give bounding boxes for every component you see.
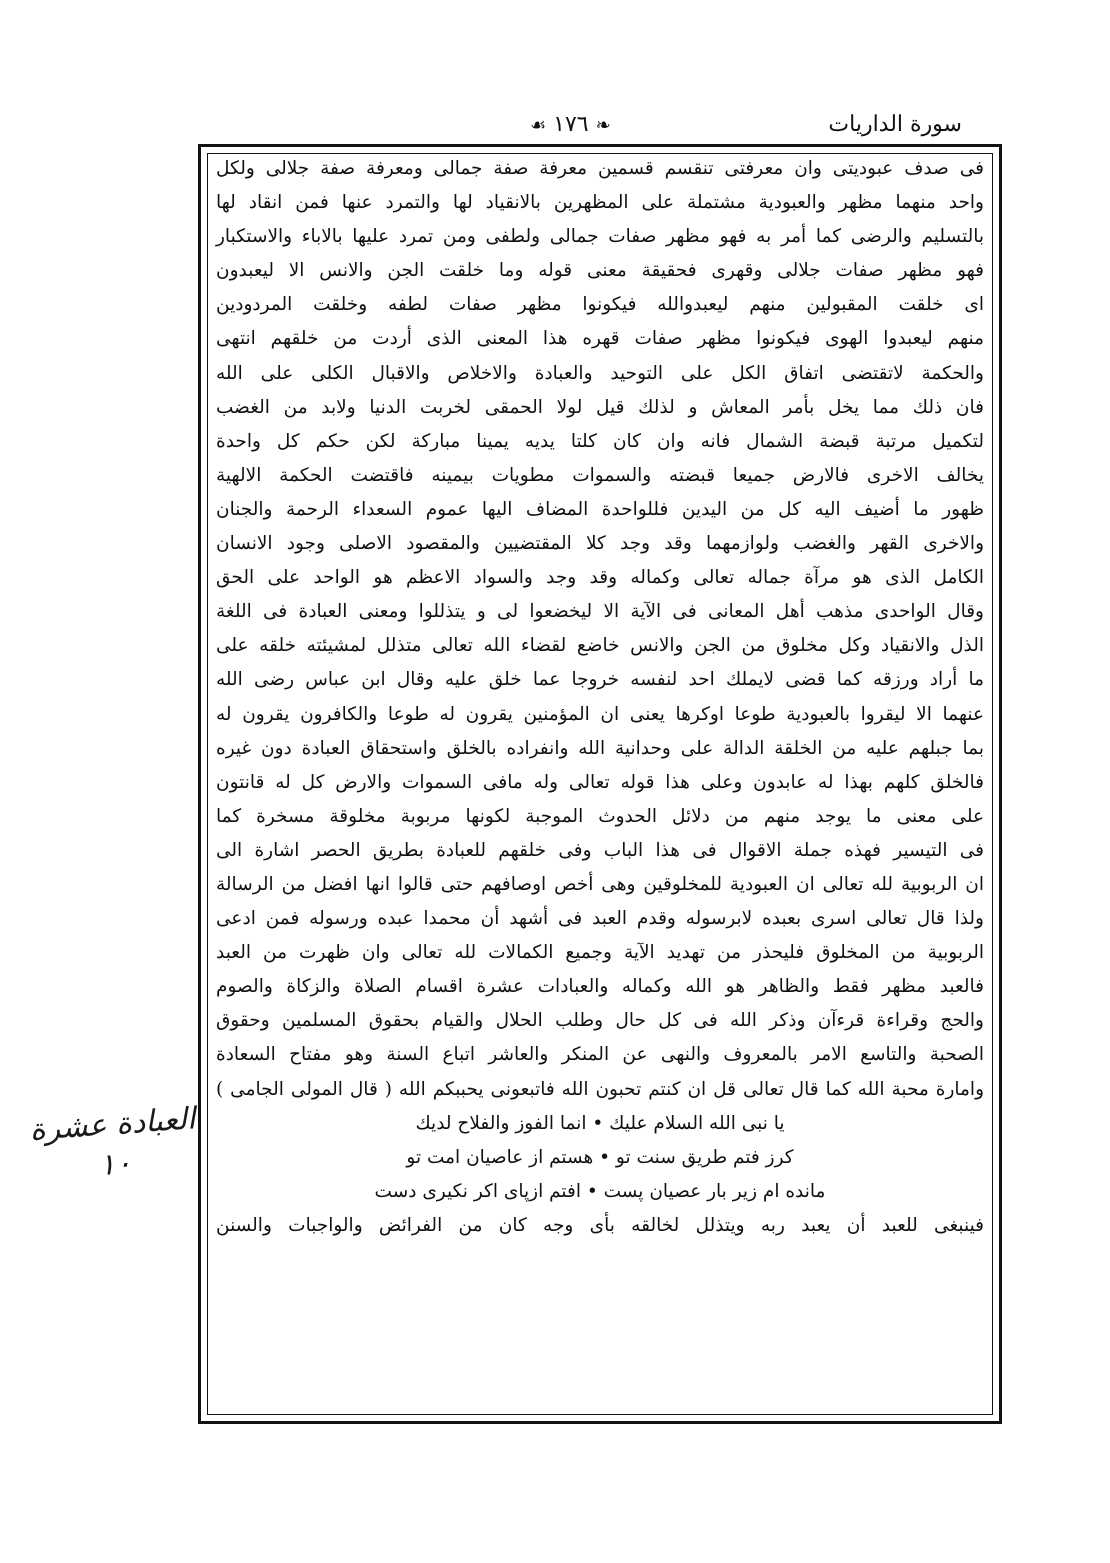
text-line: وامارة محبة الله كما قال تعالى قل ان كنتم تحبون الله فاتبعونى يحببكم الله ( قال المولى الجامى )	[216, 1078, 984, 1100]
text-line: والاخرى القهر والغضب ولوازمهما وقد وجد كلا المقتضيين والمقصود الاصلى وجود الانسان	[216, 533, 984, 555]
text-line: بما جبلهم عليه من الخلقة الدالة على وحدانية الله وانفراده بالخلق واستحقاق العبادة دون غيره	[216, 737, 984, 759]
text-line: لتكميل مرتبة قبضة الشمال فانه وان كان كلتا يديه يمينا مباركة لكن حكم كل واحدة	[216, 430, 984, 452]
text-line: ما أراد ورزقه كما قضى لايملك احد لنفسه خروجا عما خلق عليه وقال ابن عباس رضى الله	[216, 669, 984, 691]
text-line: والحكمة لاتقتضى اتفاق الكل على التوحيد والعبادة والاخلاص والاقبال الكلى على الله	[216, 362, 984, 384]
text-line: فان ذلك مما يخل بأمر المعاش و لذلك قيل لولا الحمقى لخربت الدنيا ولابد من الغضب	[216, 396, 984, 418]
text-line: الربوبية من المخلوق فليحذر من تهديد الآية وجميع الكمالات لله تعالى وان ظهرت من العبد	[216, 942, 984, 964]
text-line: وقال الواحدى مذهب أهل المعانى فى الآية الا ليخضعوا لى و يتذللوا ومعنى العبادة فى اللغة	[216, 601, 984, 623]
text-line: اى خلقت المقبولين منهم ليعبدوالله فيكونوا مظهر صفات لطفه وخلقت المردودين	[216, 294, 984, 316]
verse-line: كرز فتم طريق سنت تو • هستم از عاصيان امت تو	[406, 1146, 794, 1168]
text-line: ظهور ما أضيف اليه كل من اليدين فللواحدة المضاف اليها عموم السعداء الرحمة والجنان	[216, 498, 984, 520]
text-line: الصحبة والتاسع الامر بالمعروف والنهى عن المنكر والعاشر اتباع السنة وهو مفتاح السعادة	[216, 1044, 984, 1066]
text-line: على معنى ما يوجد منهم من دلائل الحدوث الموجبة لكونها مربوبة مخلوقة مسخرة كما	[216, 805, 984, 827]
text-line: فى صدف عبوديتى وان معرفتى تنقسم قسمين معرفة صفة جمالى ومعرفة صفة جلالى ولكل	[216, 158, 984, 179]
main-text	[210, 152, 990, 1414]
ornament-icon: ☙	[530, 115, 547, 136]
text-line: واحد منهما مظهر والعبودية مشتملة على المظهرين بالانقياد لها والتمرد عنها فمن انقاد لها	[216, 192, 984, 214]
verse-line: مانده ام زير بار عصيان پست • افتم ازپاى اكر نكيرى دست	[374, 1180, 826, 1202]
text-line: عنهما الا ليقروا بالعبودية طوعا اوكرها يعنى ان المؤمنين يقرون له طوعا والكافرون يقرون له	[216, 703, 984, 725]
page-number: ١٧٦	[553, 112, 589, 137]
text-line: الذل والانقياد وكل مخلوق من الجن والانس خاضع لقضاء الله تعالى متذلل لمشيئته خلقه على	[216, 635, 984, 657]
text-line: والحج وقراءة قرءآن وذكر الله فى كل حال وطلب الحلال والقيام بحقوق المسلمين وحقوق	[216, 1010, 984, 1032]
margin-note-line: العبادة عشرة	[28, 1101, 197, 1148]
text-line: فى التيسير فهذه جملة الاقوال فى هذا الباب وفى خلقهم للعبادة بطريق الحصر اشارة الى	[216, 839, 984, 861]
text-line: الكامل الذى هو مرآة جماله تعالى وكماله وقد وجد والسواد الاعظم هو الواحد على الحق	[216, 567, 984, 589]
text-line: ولذا قال تعالى اسرى بعبده لابرسوله وقدم العبد فى أشهد أن محمدا عبده ورسوله فمن ادعى	[216, 908, 984, 930]
page-header	[200, 100, 1000, 146]
sura-title: سورة الداريات	[828, 112, 962, 137]
text-line: فهو مظهر صفات جلالى وقهرى فحقيقة معنى قوله وما خلقت الجن والانس الا ليعبدون	[216, 260, 984, 282]
text-line: فالعبد مظهر فقط والظاهر هو الله وكماله والعبادات عشرة اقسام الصلاة والزكاة والصوم	[216, 976, 984, 998]
final-text-line: فينبغى للعبد أن يعبد ربه ويتذلل لخالقه بأى وجه كان من الفرائض والواجبات والسنن	[216, 1214, 984, 1236]
page-number-group	[530, 112, 611, 137]
text-line: يخالف الاخرى فالارض جميعا قبضته والسموات مطويات بيمينه فاقتضت الحكمة الالهية	[216, 464, 984, 486]
verse-line: يا نبى الله السلام عليك • انما الفوز والفلاح لديك	[415, 1112, 785, 1134]
text-line: فالخلق كلهم بهذا له عابدون وعلى هذا قوله تعالى وله مافى السموات والارض كل له قانتون	[216, 771, 984, 793]
ornament-icon: ❧	[595, 115, 611, 136]
handwritten-margin-note	[26, 1099, 203, 1221]
text-line: ان الربوبية لله تعالى ان العبودية للمخلوقين وهى أخص اوصافهم حتى قالوا انها افضل من الرسالة	[216, 873, 984, 895]
margin-note-line: ١٠	[98, 1145, 133, 1184]
text-line: منهم ليعبدوا الهوى فيكونوا مظهر صفات قهره هذا المعنى الذى أردت من خلقهم انتهى	[216, 328, 984, 350]
text-line: بالتسليم والرضى كما أمر به فهو مظهر صفات جمالى ولطفى ومن تمرد عليها بالاباء والاستكبار	[216, 226, 984, 248]
